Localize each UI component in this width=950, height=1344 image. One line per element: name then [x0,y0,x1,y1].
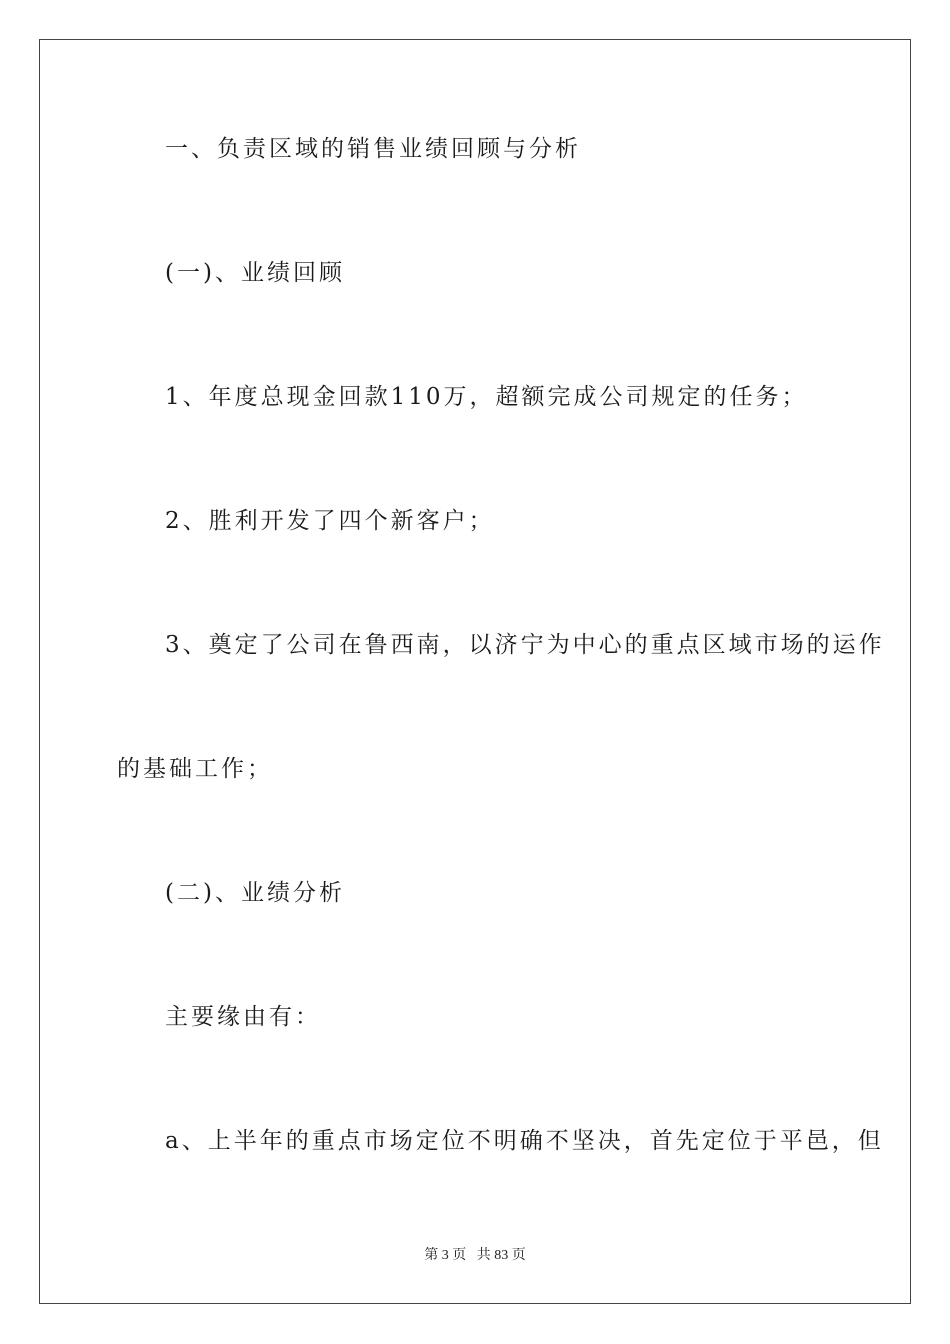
paragraph-item-2: 2、胜利开发了四个新客户； [165,508,495,534]
section-heading-1: 一、负责区域的销售业绩回顾与分析 [165,136,581,162]
subsection-heading-performance-analysis: (二)、业绩分析 [165,880,345,906]
page-border [39,39,911,1304]
paragraph-item-3: 3、奠定了公司在鲁西南，以济宁为中心的重点区域市场的运作 [165,632,885,658]
page-number-footer: 第 3 页 共 83 页 [424,1248,526,1263]
paragraph-item-3-continued: 的基础工作； [117,756,273,782]
paragraph-item-1: 1、年度总现金回款110万，超额完成公司规定的任务； [165,384,808,410]
subsection-heading-performance-review: (一)、业绩回顾 [165,260,345,286]
paragraph-reason-a: a、上半年的重点市场定位不明确不坚决，首先定位于平邑，但 [165,1128,884,1154]
paragraph-main-reasons: 主要缘由有： [165,1004,321,1030]
